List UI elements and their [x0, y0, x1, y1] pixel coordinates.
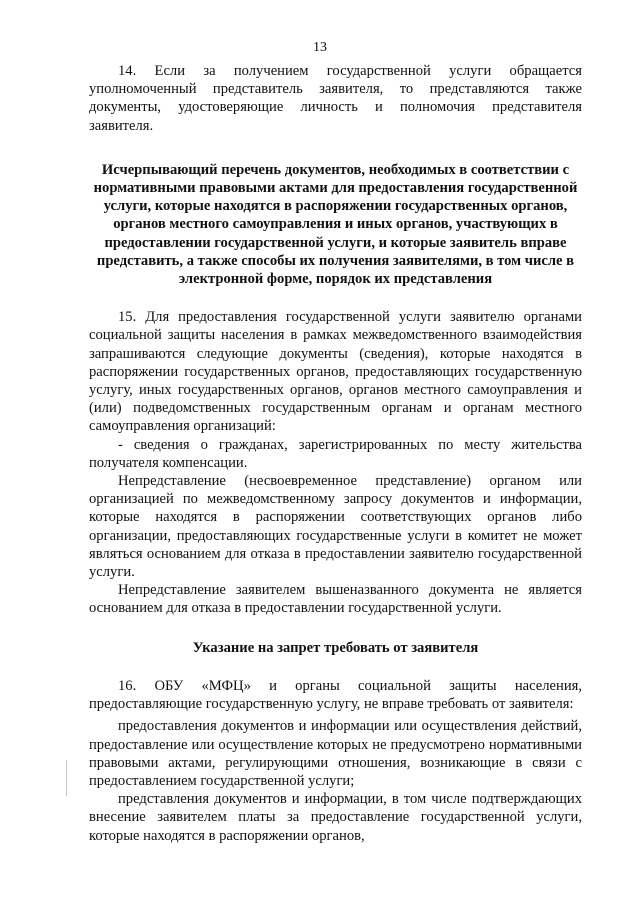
margin-scan-mark	[66, 760, 67, 796]
paragraph-14: 14. Если за получением государственной услуги обращается уполномоченный представитель заявителя, то представляются также документы, удостоверяющие личность и полномочия представителя заявителя.	[89, 63, 582, 134]
page-number: 13	[313, 40, 327, 55]
section-heading-prohibition: Указание на запрет требовать от заявителя	[192, 639, 479, 656]
paragraph-16-item-2: представления документов и информации, в том числе подтверждающих внесение заявителем платы за предоставление государственной услуги, которые находятся в распоряжении органов,	[89, 791, 582, 844]
paragraph-16-item-1: предоставления документов и информации или осуществления действий, предоставление или осуществление которых не предусмотрено нормативными правовыми актами, регулирующими отношения, возникающие в связи с предоставлением государственной услуги;	[89, 718, 582, 789]
paragraph-15-list-item: - сведения о гражданах, зарегистрированных по месту жительства получателя компенсации.	[89, 436, 582, 471]
document-body	[89, 62, 582, 845]
paragraph-16: 16. ОБУ «МФЦ» и органы социальной защиты населения, предоставляющие государственную услугу, не вправе требовать от заявителя:	[89, 677, 582, 713]
paragraph-15: 15. Для предоставления государственной услуги заявителю органами социальной защиты населения в рамках межведомственного взаимодействия запрашиваются следующие документы (сведения), которые находятся в распоряжении государственных органов, предоставляющих государственную услугу, иных государственных органов, органов местного самоуправления и (или) подведомственных государственным органам и органам местного самоуправления организаций:	[89, 309, 582, 435]
paragraph-15-nonsubmission: Непредставление (несвоевременное представление) органом или организацией по межведомственному запросу документов и информации, которые находятся в распоряжении соответствующих органов либо организации, предоставляющих государственные услуги в комитет не может являться основанием для отказа в предоставлении заявителю государственной услуги.	[89, 473, 582, 581]
section-heading-documents-list: Исчерпывающий перечень документов, необходимых в соответствии с нормативными правовыми актами для предоставления государственной услуги, которые находятся в распоряжении государственных органов, органов местного самоуправления и иных органов, участвующих в предоставлении государственной услуги, и которые заявитель вправе представить, а также способы их получения заявителями, в том числе в электронной форме, порядок их представления	[93, 161, 578, 288]
paragraph-15-applicant-nonsubmission: Непредставление заявителем вышеназванного документа не является основанием для отказа в предоставлении государственной услуги.	[89, 582, 582, 617]
